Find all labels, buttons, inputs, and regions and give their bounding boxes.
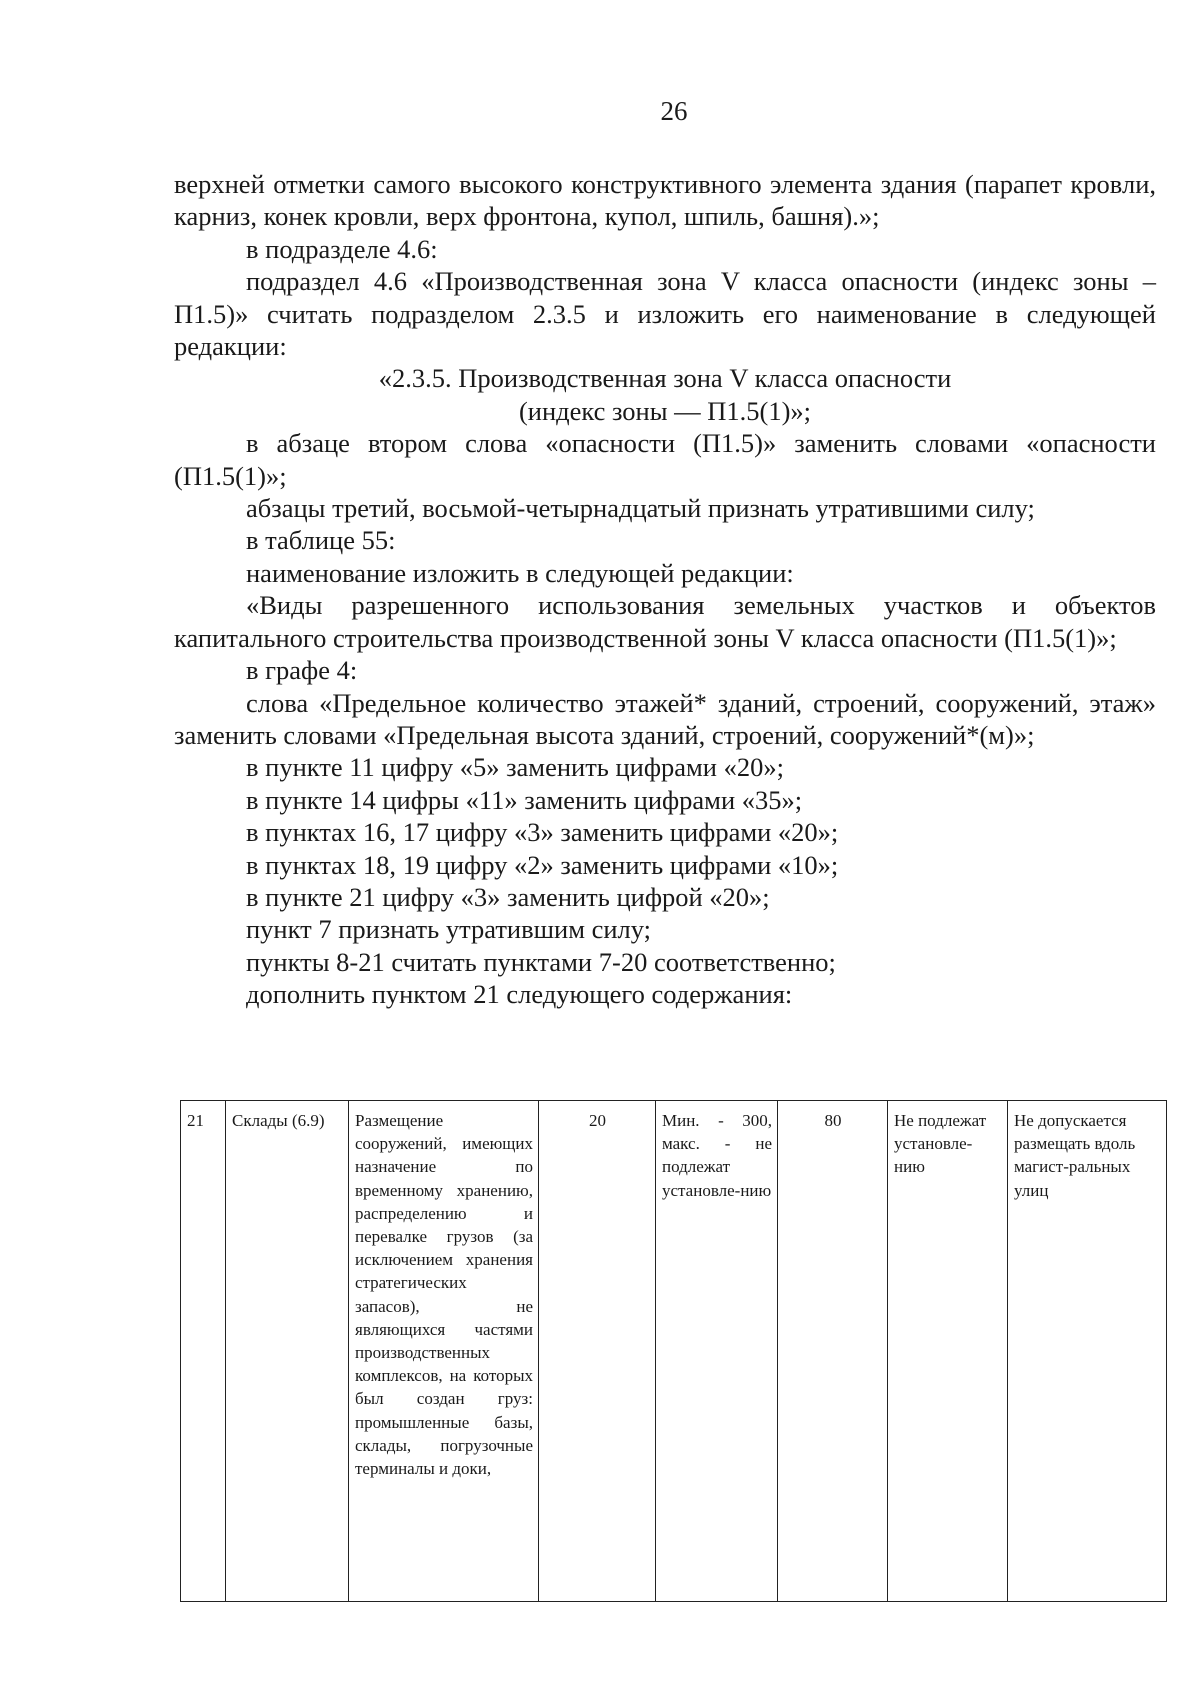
paragraph-item-11: в пункте 11 цифру «5» заменить цифрами «20»;: [246, 752, 784, 783]
cell-area: Мин. - 300, макс. - не подлежат установле-нию: [656, 1101, 778, 1602]
cell-number: 21: [181, 1101, 226, 1602]
page-number: 26: [660, 96, 688, 126]
paragraph-renumber: пункты 8-21 считать пунктами 7-20 соответственно;: [246, 946, 836, 977]
paragraph-words-replace: слова «Предельное количество этажей* зданий, строений, сооружений, этаж» заменить словами «Предельная высота зданий, строений, сооружений*(м)»;: [174, 687, 1156, 750]
paragraph-items-16-17: в пунктах 16, 17 цифру «3» заменить цифрами «20»;: [246, 817, 839, 848]
paragraph-item-21: в пункте 21 цифру «3» заменить цифрой «20»;: [246, 881, 770, 912]
cell-height: 20: [539, 1101, 656, 1602]
cell-name: Склады (6.9): [226, 1101, 349, 1602]
paragraph-column-4: в графе 4:: [246, 655, 358, 686]
heading-new-title-line-2: (индекс зоны — П1.5(1)»;: [518, 395, 812, 426]
paragraph-second-abzac: в абзаце втором слова «опасности (П1.5)» заменить словами «опасности (П1.5(1)»;: [174, 428, 1156, 491]
paragraph-continuation: верхней отметки самого высокого конструктивного элемента здания (парапет кровли, карниз, конек кровли, верх фронтона, купол, шпиль, башня).»;: [174, 169, 1156, 232]
paragraph-item-14: в пункте 14 цифры «11» заменить цифрами «35»;: [246, 784, 803, 815]
paragraph-add-item-21: дополнить пунктом 21 следующего содержания:: [246, 979, 793, 1010]
paragraph-subsection-4-6: в подразделе 4.6:: [246, 233, 438, 264]
amendment-table: [180, 1100, 1167, 1602]
cell-restrictions: Не допускается размещать вдоль магист-ральных улиц: [1008, 1101, 1167, 1602]
cell-description: Размещение сооружений, имеющих назначение по временному хранению, распределению и перевалке грузов (за исключением хранения стратегических запасов), не являющихся частями производственных комплексов, на которых был создан груз: промышленные базы, склады, погрузочные терминалы и доки,: [349, 1101, 539, 1602]
paragraph-new-table-title: «Виды разрешенного использования земельных участков и объектов капитального строительства производственной зоны V класса опасности (П1.5(1)»;: [174, 590, 1156, 653]
paragraph-item-7-void: пункт 7 признать утратившим силу;: [246, 914, 652, 945]
paragraph-abzacs-void: абзацы третий, восьмой-четырнадцатый признать утратившими силу;: [246, 493, 1035, 524]
cell-setback: Не подлежат установле-нию: [888, 1101, 1008, 1602]
table-row: [181, 1101, 1167, 1602]
cell-coverage: 80: [778, 1101, 888, 1602]
heading-new-title-line-1: «2.3.5. Производственная зона V класса опасности: [378, 363, 952, 394]
paragraph-subsection-rename: подраздел 4.6 «Производственная зона V класса опасности (индекс зоны – П1.5)» считать подразделом 2.3.5 и изложить его наименование в следующей редакции:: [174, 266, 1156, 362]
paragraph-table-55: в таблице 55:: [246, 525, 396, 556]
paragraph-items-18-19: в пунктах 18, 19 цифру «2» заменить цифрами «10»;: [246, 849, 839, 880]
document-body: [174, 168, 1156, 1011]
paragraph-title-change: наименование изложить в следующей редакции:: [246, 557, 794, 588]
